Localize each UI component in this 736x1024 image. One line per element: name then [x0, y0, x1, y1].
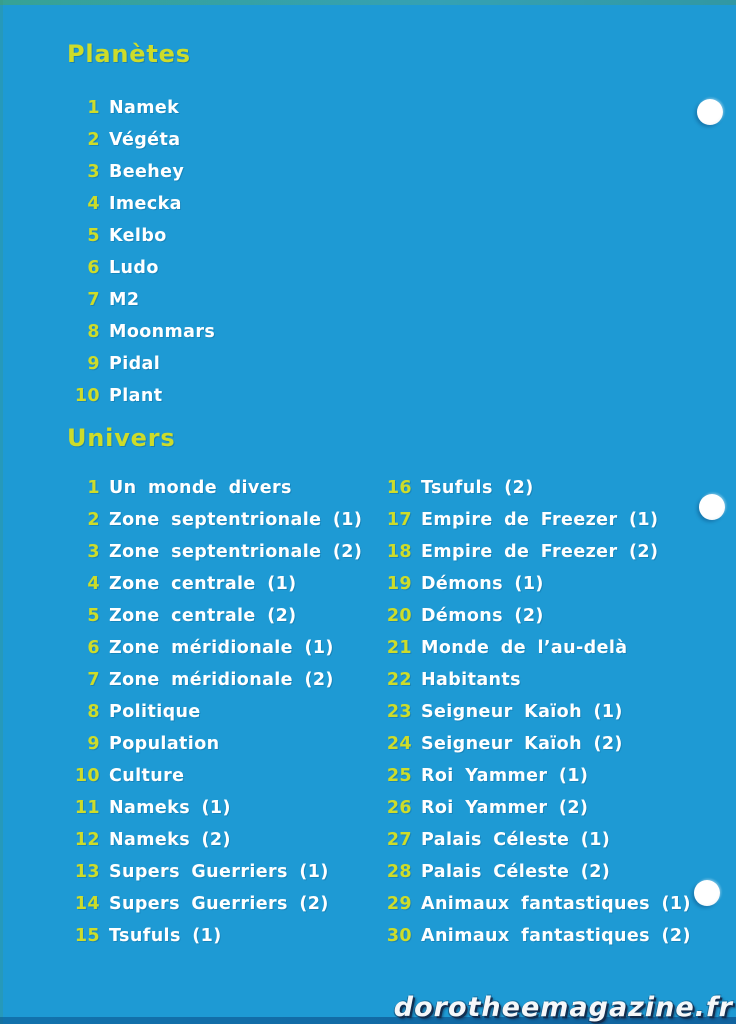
list-item	[366, 824, 691, 856]
item-number: 21	[386, 638, 412, 658]
item-label: Démons (1)	[421, 574, 544, 594]
item-label: Nameks (1)	[109, 798, 231, 818]
item-label: Zone méridionale (2)	[109, 670, 334, 690]
item-number: 30	[386, 926, 412, 946]
item-label: Kelbo	[109, 226, 167, 246]
item-number: 26	[386, 798, 412, 818]
item-label: Tsufuls (2)	[421, 478, 534, 498]
list-item	[366, 504, 691, 536]
scan-edge-left	[0, 0, 3, 1024]
list-item	[54, 472, 362, 504]
item-number: 11	[74, 798, 100, 818]
item-number: 20	[386, 606, 412, 626]
list-item	[366, 568, 691, 600]
item-number: 25	[386, 766, 412, 786]
list-item	[54, 760, 362, 792]
item-label: Roi Yammer (1)	[421, 766, 589, 786]
item-number: 2	[87, 130, 100, 150]
item-label: M2	[109, 290, 140, 310]
list-item	[366, 536, 691, 568]
item-number: 4	[87, 574, 100, 594]
list-item	[54, 316, 215, 348]
list-item	[366, 856, 691, 888]
item-label: Monde de l’au-delà	[421, 638, 628, 658]
list-item	[54, 348, 215, 380]
item-label: Seigneur Kaïoh (2)	[421, 734, 623, 754]
list-item	[54, 504, 362, 536]
item-number: 9	[87, 354, 100, 374]
list-item	[366, 664, 691, 696]
list-item	[54, 124, 215, 156]
list-item	[54, 824, 362, 856]
watermark-site-url: dorotheemagazine.fr	[393, 992, 733, 1023]
item-label: Pidal	[109, 354, 161, 374]
item-number: 4	[87, 194, 100, 214]
section-title-univers: Univers	[67, 424, 176, 452]
section-title-planetes: Planètes	[67, 40, 191, 68]
list-item	[54, 792, 362, 824]
item-number: 16	[386, 478, 412, 498]
item-label: Démons (2)	[421, 606, 544, 626]
list-item	[54, 188, 215, 220]
item-label: Palais Céleste (1)	[421, 830, 611, 850]
univers-list-left-column	[54, 472, 362, 952]
list-item	[54, 920, 362, 952]
item-number: 29	[386, 894, 412, 914]
list-item	[54, 220, 215, 252]
item-label: Animaux fantastiques (1)	[421, 894, 691, 914]
item-label: Zone centrale (2)	[109, 606, 297, 626]
item-number: 3	[87, 542, 100, 562]
list-item	[54, 156, 215, 188]
item-number: 10	[74, 386, 100, 406]
list-item	[54, 664, 362, 696]
item-number: 7	[87, 290, 100, 310]
item-number: 7	[87, 670, 100, 690]
item-label: Zone méridionale (1)	[109, 638, 334, 658]
item-number: 17	[386, 510, 412, 530]
item-label: Beehey	[109, 162, 185, 182]
list-item	[54, 696, 362, 728]
item-number: 15	[74, 926, 100, 946]
item-label: Seigneur Kaïoh (1)	[421, 702, 623, 722]
item-number: 5	[87, 606, 100, 626]
list-item	[366, 920, 691, 952]
item-label: Habitants	[421, 670, 521, 690]
item-number: 13	[74, 862, 100, 882]
list-item	[366, 728, 691, 760]
punch-hole-top	[697, 99, 723, 125]
item-label: Empire de Freezer (2)	[421, 542, 659, 562]
item-number: 22	[386, 670, 412, 690]
item-number: 6	[87, 638, 100, 658]
list-item	[54, 536, 362, 568]
item-number: 5	[87, 226, 100, 246]
list-item	[54, 284, 215, 316]
item-number: 9	[87, 734, 100, 754]
item-label: Tsufuls (1)	[109, 926, 222, 946]
item-number: 18	[386, 542, 412, 562]
item-label: Politique	[109, 702, 201, 722]
item-number: 1	[87, 98, 100, 118]
item-number: 3	[87, 162, 100, 182]
item-number: 19	[386, 574, 412, 594]
item-number: 23	[386, 702, 412, 722]
item-label: Palais Céleste (2)	[421, 862, 611, 882]
list-item	[54, 252, 215, 284]
list-item	[366, 472, 691, 504]
item-number: 6	[87, 258, 100, 278]
item-label: Ludo	[109, 258, 159, 278]
scan-edge-top	[0, 0, 736, 5]
item-label: Zone septentrionale (1)	[109, 510, 363, 530]
planetes-list	[54, 92, 215, 412]
item-label: Zone septentrionale (2)	[109, 542, 363, 562]
item-label: Population	[109, 734, 220, 754]
item-label: Zone centrale (1)	[109, 574, 297, 594]
list-item	[366, 792, 691, 824]
item-label: Un monde divers	[109, 478, 292, 498]
item-number: 8	[87, 702, 100, 722]
item-label: Empire de Freezer (1)	[421, 510, 659, 530]
list-item	[54, 632, 362, 664]
item-label: Namek	[109, 98, 180, 118]
list-item	[54, 92, 215, 124]
item-label: Animaux fantastiques (2)	[421, 926, 691, 946]
item-label: Roi Yammer (2)	[421, 798, 589, 818]
list-item	[54, 600, 362, 632]
punch-hole-bottom	[694, 880, 720, 906]
list-item	[366, 632, 691, 664]
item-label: Imecka	[109, 194, 182, 214]
list-item	[366, 760, 691, 792]
list-item	[366, 888, 691, 920]
list-item	[54, 888, 362, 920]
item-label: Culture	[109, 766, 185, 786]
list-item	[54, 728, 362, 760]
item-number: 1	[87, 478, 100, 498]
item-number: 10	[74, 766, 100, 786]
item-label: Supers Guerriers (2)	[109, 894, 329, 914]
item-number: 27	[386, 830, 412, 850]
list-item	[54, 568, 362, 600]
univers-list-right-column	[366, 472, 691, 952]
list-item	[366, 600, 691, 632]
item-number: 8	[87, 322, 100, 342]
list-item	[366, 696, 691, 728]
item-label: Végéta	[109, 130, 181, 150]
item-number: 12	[74, 830, 100, 850]
list-item	[54, 380, 215, 412]
item-number: 2	[87, 510, 100, 530]
list-item	[54, 856, 362, 888]
item-label: Moonmars	[109, 322, 216, 342]
item-number: 28	[386, 862, 412, 882]
item-number: 14	[74, 894, 100, 914]
item-label: Plant	[109, 386, 163, 406]
punch-hole-middle	[699, 494, 725, 520]
item-label: Nameks (2)	[109, 830, 231, 850]
item-label: Supers Guerriers (1)	[109, 862, 329, 882]
item-number: 24	[386, 734, 412, 754]
